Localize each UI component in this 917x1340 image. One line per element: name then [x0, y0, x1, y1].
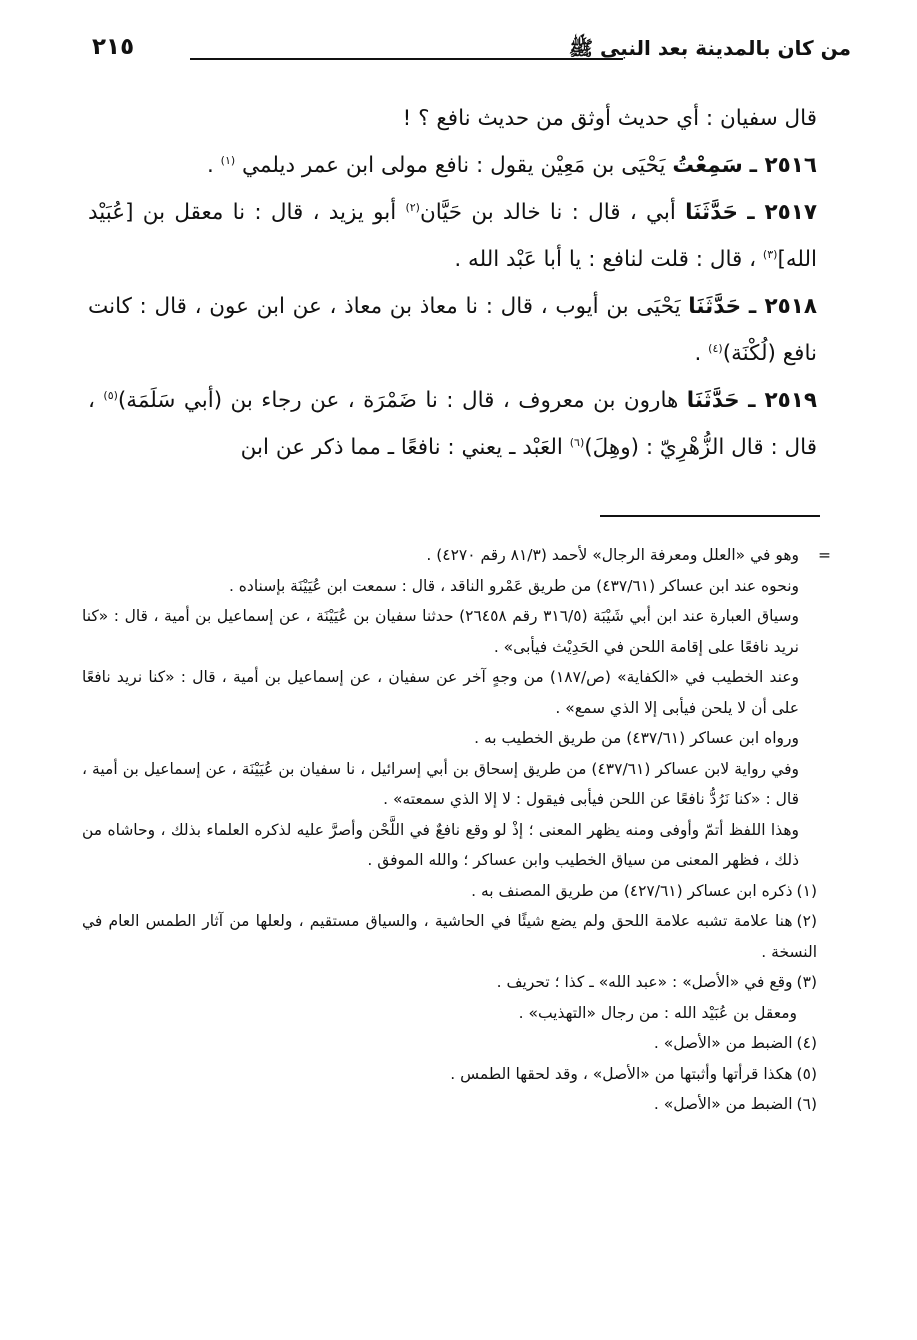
footnote-3	[82, 967, 817, 998]
footnote-text: وفي رواية لابن عساكر (٤٣٧/٦١) من طريق إسحاق بن أبي إسرائيل ، نا سفيان بن عُيَيْنَة ، عن إسماعيل بن أمية ، قال : «كنا نَرُدُّ نافعًا عن اللحن فيأبى فيقول : لا إلا الذي سمعته» .	[82, 759, 799, 808]
footnote-number: (٣)	[796, 973, 817, 991]
footnote-continuation	[82, 754, 817, 815]
entry-text: أبو يزيد ، قال : نا معقل بن [عُبَيْد الله]	[88, 200, 817, 272]
footnote-ref: (٣)	[762, 247, 778, 261]
main-text	[88, 95, 817, 471]
footnote-continuation	[82, 815, 817, 876]
footnote-6	[82, 1089, 817, 1120]
footnote-continuation	[82, 662, 817, 723]
footnote-4	[82, 1028, 817, 1059]
footnote-continuation	[82, 571, 817, 602]
entry-2519	[88, 377, 817, 471]
footnote-text: وهو في «العلل ومعرفة الرجال» لأحمد (٨١/٣ رقم ٤٢٧٠) .	[426, 546, 799, 564]
footnote-text: ونحوه عند ابن عساكر (٤٣٧/٦١) من طريق عَمْرو الناقد ، قال : سمعت ابن عُيَيْنَة بإسناده .	[228, 576, 799, 595]
entry-text: يَحْيَى بن مَعِيْن يقول : نافع مولى ابن عمر ديلمي	[242, 153, 673, 178]
footnote-ref: (٦)	[569, 435, 585, 449]
entry-2517	[88, 189, 817, 283]
narration-word: حَدَّثَنَا	[686, 388, 740, 413]
entry-end: .	[694, 341, 709, 366]
narration-word: سَمِعْتُ	[672, 153, 743, 178]
intro-line	[88, 95, 817, 142]
entry-2516	[88, 142, 817, 189]
footnote-number: (١)	[796, 881, 817, 900]
footnote-text: ومعقل بن عُبَيْد الله : من رجال «التهذيب» .	[518, 1003, 797, 1022]
entry-number: ٢٥١٨ ـ	[748, 294, 818, 319]
footnote-text: وسياق العبارة عند ابن أبي شَيْبَة (٣١٦/٥ رقم ٢٦٤٥٨) حدثنا سفيان بن عُيَيْنَة ، عن إسماعيل بن أمية ، قال : «كنا نريد نافعًا على إقامة اللحن في الحَدِيْث فيأبى» .	[82, 607, 799, 656]
footnote-text: وعند الخطيب في «الكفاية» (ص/١٨٧) من وجهٍ آخر عن سفيان ، عن إسماعيل بن أمية ، قال : «كنا نريد نافعًا على أن لا يلحن فيأبى إلا الذي سمع» .	[82, 668, 799, 717]
footnote-continuation	[82, 601, 817, 662]
footnote-ref: (١)	[220, 153, 236, 167]
entry-2518	[88, 283, 817, 377]
running-header	[92, 30, 851, 78]
entry-text: العَبْد ـ يعني : نافعًا ـ مما ذكر عن ابن	[240, 435, 570, 460]
footnote-text: وقع في «الأصل» : «عبد الله» ـ كذا ؛ تحريف .	[496, 973, 793, 991]
footnote-2	[82, 906, 817, 967]
footnote-text: الضبط من «الأصل» .	[653, 1034, 793, 1052]
entry-text: يَحْيَى بن أيوب ، قال : نا معاذ بن معاذ ، عن ابن عون ، قال : كانت نافع (لُكْنَة)	[88, 294, 817, 366]
footnote-ref: (٥)	[103, 388, 118, 402]
footnote-text: الضبط من «الأصل» .	[653, 1095, 793, 1113]
entry-text: ، قال : قال الزُّهْرِيّ : (وهِلَ)	[88, 388, 817, 460]
footnote-5	[82, 1059, 817, 1090]
footnote-1	[82, 876, 817, 907]
footnote-text: هكذا قرأتها وأثبتها من «الأصل» ، وقد لحقها الطمس .	[450, 1064, 793, 1083]
entry-number: ٢٥١٦ ـ	[749, 153, 817, 178]
footnote-continuation	[82, 723, 817, 754]
entry-number: ٢٥١٩ ـ	[748, 388, 817, 413]
entry-text: ، قال : قلت لنافع : يا أبا عَبْد الله .	[454, 247, 763, 272]
entry-end: .	[206, 153, 221, 178]
footnote-text: وهذا اللفظ أتمّ وأوفى ومنه يظهر المعنى ؛ إذْ لو وقع نافعٌ في اللَّحْن وأصرَّ عليه لذكره العلماء بذلك ، وحاشاه من ذلك ، فظهر المعنى من سياق الخطيب وابن عساكر ؛ والله الموفق .	[82, 820, 799, 869]
footnote-continuation	[82, 540, 831, 571]
narration-word: حَدَّثَنَا	[688, 294, 742, 319]
footnote-number: (٥)	[796, 1064, 817, 1083]
footnotes	[82, 540, 831, 1120]
continuation-marker: =	[818, 546, 831, 564]
header-title: من كان بالمدينة بعد النبي ﷺ	[568, 36, 851, 60]
page-number: ٢١٥	[92, 34, 135, 60]
footnote-text: هنا علامة تشبه علامة اللحق ولم يضع شيئًا في الحاشية ، والسياق مستقيم ، ولعلها من آثار الطمس العام في النسخة .	[82, 912, 817, 961]
footnote-separator	[600, 515, 820, 517]
footnote-number: (٦)	[796, 1095, 817, 1113]
narration-word: حَدَّثَنَا	[685, 200, 738, 225]
entry-number: ٢٥١٧ ـ	[747, 200, 817, 225]
entry-text: هارون بن معروف ، قال : نا ضَمْرَة ، عن رجاء بن (أبي سَلَمَة)	[117, 388, 687, 413]
header-rule	[190, 58, 623, 60]
footnote-ref: (٢)	[405, 200, 420, 214]
intro-text: قال سفيان : أي حديث أوثق من حديث نافع ؟ !	[402, 106, 817, 131]
footnote-3-continued	[82, 998, 817, 1029]
entry-text: أبي ، قال : نا خالد بن حَيَّان	[419, 200, 686, 225]
footnote-text: ذكره ابن عساكر (٤٢٧/٦١) من طريق المصنف به .	[471, 881, 793, 900]
footnote-number: (٢)	[796, 912, 817, 930]
footnote-text: ورواه ابن عساكر (٤٣٧/٦١) من طريق الخطيب به .	[474, 729, 799, 747]
footnote-ref: (٤)	[708, 341, 723, 355]
footnote-number: (٤)	[796, 1034, 817, 1052]
